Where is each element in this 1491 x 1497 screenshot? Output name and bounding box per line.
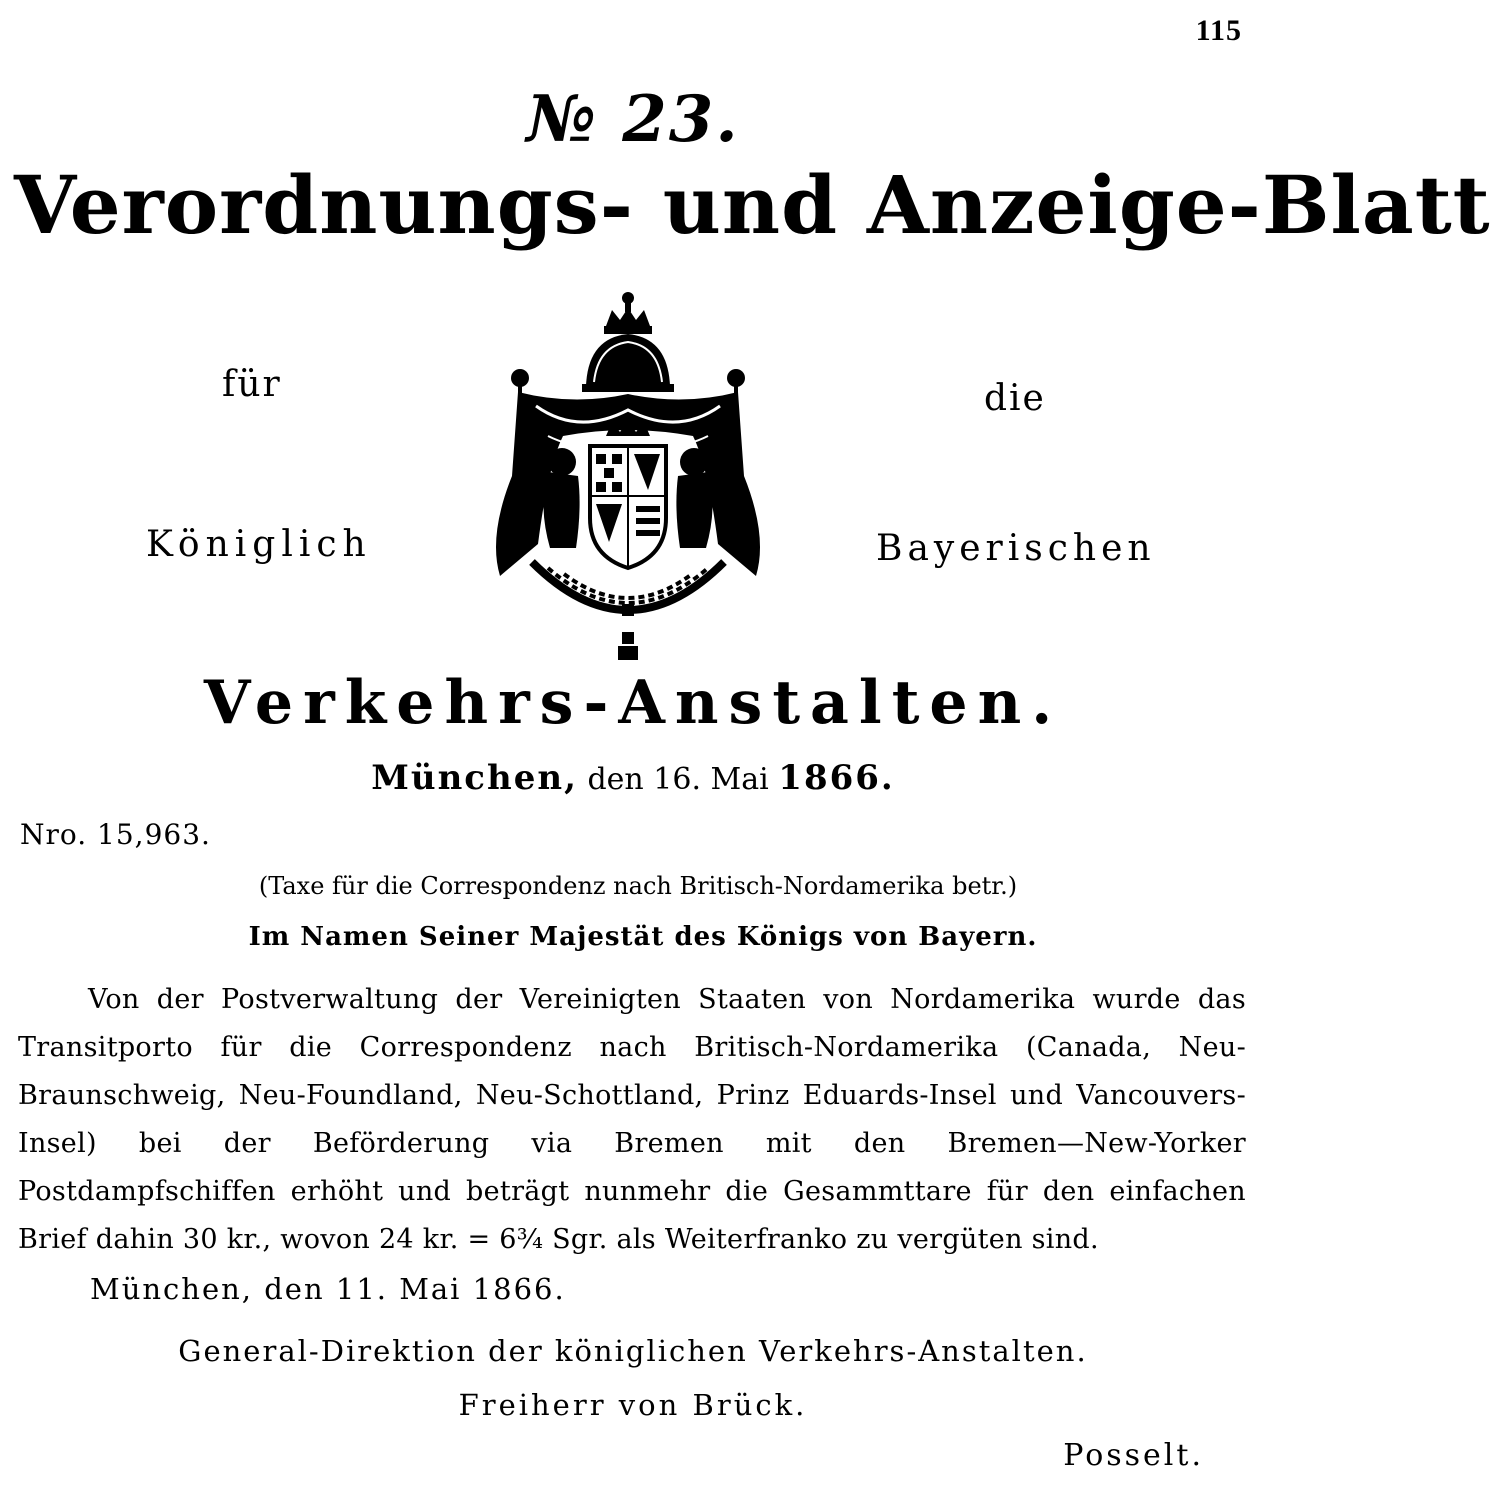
countersignature: Posselt. [1063, 1438, 1204, 1473]
heading-word-koeniglich: Königlich [146, 524, 372, 565]
body-paragraph: Von der Postverwaltung der Vereinigten Staaten von Nordamerika wurde das Transitporto für die Correspondenz nach Britisch-Nordamerika (Canada, Neu-Braunschweig, Neu-Foundland, Neu-Schottland, Prinz Eduards-Insel und Vancouvers-Insel) bei der Beförderung via Bremen mit den Bremen—New-Yorker Postdampfschiffen erhöht und beträgt nunmehr die Gesammttare für den einfachen Brief dahin 30 kr., wovon 24 kr. = 6¾ Sgr. als Weiterfranko zu vergüten sind. [18, 984, 1246, 1255]
bavarian-coat-of-arms-icon [478, 286, 778, 666]
dateline-date: den 16. Mai [587, 762, 769, 797]
signatory: Freiherr von Brück. [458, 1388, 808, 1422]
dateline-year: 1866. [778, 758, 895, 798]
heading-word-fuer: für [222, 364, 282, 405]
issue-number: № 23. [526, 82, 740, 157]
subject-line: (Taxe für die Correspondenz nach Britisch-Nordamerika betr.) [258, 872, 1018, 900]
dateline [0, 758, 1266, 798]
royal-invocation: Im Namen Seiner Majestät des Königs von Bayern. [248, 922, 1038, 952]
dateline-city: München, [371, 758, 578, 798]
page-number: 115 [1195, 14, 1242, 47]
main-title: Verordnungs- und Anzeige-Blatt [14, 158, 1491, 252]
subtitle: Verkehrs-Anstalten. [203, 668, 1063, 738]
issue-date: München, den 11. Mai 1866. [90, 1272, 566, 1306]
heading-word-bayerischen: Bayerischen [876, 528, 1156, 569]
heading-word-die: die [984, 378, 1046, 419]
reference-number: Nro. 15,963. [20, 818, 211, 851]
issuing-authority: General-Direktion der königlichen Verkehrs-Anstalten. [178, 1334, 1088, 1368]
